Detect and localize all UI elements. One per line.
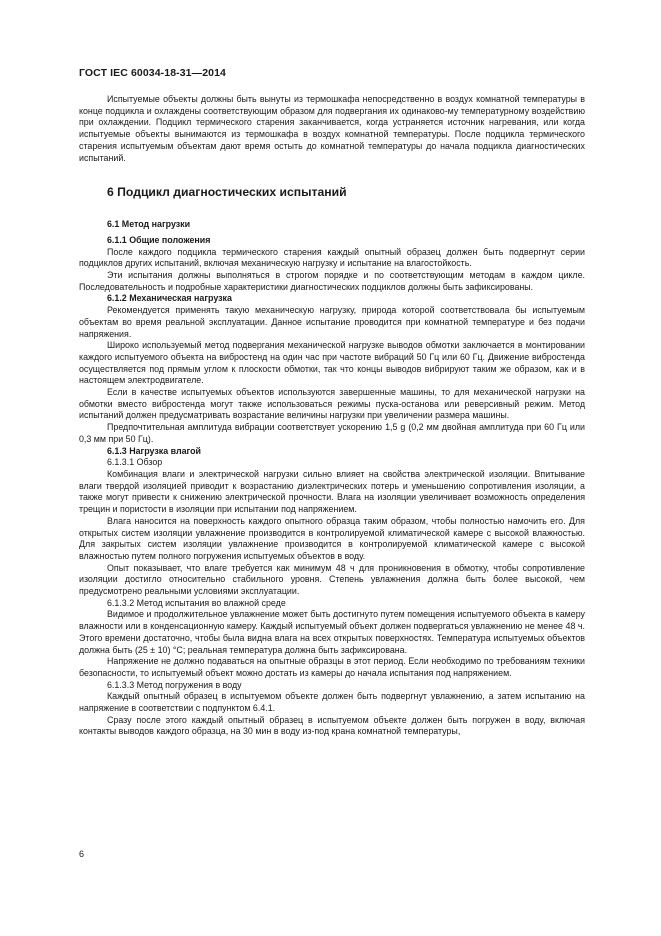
subsection-6-1-1-heading: 6.1.1 Общие положения (107, 234, 211, 245)
subsection-6-1-3-3-heading: 6.1.3.3 Метод погружения в воду (107, 679, 242, 690)
page-number: 6 (79, 849, 85, 859)
paragraph: Видимое и продолжительное увлажнение может быть достигнуто путем помещения испытуемого объекта в камеру влажности или в конденсационную камеру. Каждый испытуемый объект должен подвергаться увлажнению не менее 48 ч. Этого времени достаточно, чтобы была видна влага на всех открытых поверхностях. Температура испытуемых объектов должна быть (25 ± 10) °С; реальная температура должна быть зафиксирована. (79, 609, 585, 655)
paragraph: Опыт показывает, что влаге требуется как минимум 48 ч для проникновения в обмотку, чтобы сопротивление изоляции достигло относительно стабильного уровня. Степень увлажнения должна быть более высокой, чем предусмотрено реальными условиями эксплуатации. (79, 562, 585, 597)
paragraph: Широко используемый метод подвергания механической нагрузке выводов обмотки заключается в монтировании каждого испытуемого объекта на вибростенд на один час при частоте вибраций 50 Гц или 60 Гц. Движение вибростенда осуществляется под прямым углом к плоскости обмотки, так что концы выводов вибрируют таким же образом, как и в настоящем электродвигателе. (79, 340, 585, 386)
subsection-6-1-3-2-heading: 6.1.3.2 Метод испытания во влажной среде (107, 597, 286, 608)
paragraph: Предпочтительная амплитуда вибрации соответствует ускорению 1,5 g (0,2 мм двойная амплитуда при 60 Гц или 0,3 мм при 50 Гц). (79, 422, 585, 444)
page-content (79, 94, 585, 738)
subsection-6-1-3-1-heading: 6.1.3.1 Обзор (107, 457, 163, 468)
section-6-heading: 6 Подцикл диагностических испытаний (107, 185, 347, 200)
intro-paragraph: Испытуемые объекты должны быть вынуты из термошкафа непосредственно в воздух комнатной температуры в конце подцикла и охлаждены соответствующим образом для подвергания их одинаково-му температурному воздействию при охлаждении. Подцикл термического старения заканчивается, когда устраняется источник нагревания, или когда испытуемые объекты вынимаются из термошкафа в воздух комнатной температуры. После подцикла термического старения испытуемым объектам дают время остыть до комнатной температуры до начала подцикла диагностических испытаний. (79, 94, 585, 163)
paragraph: Рекомендуется применять такую механическую нагрузку, природа которой соответствовала бы испытуемым объектам во время реальной эксплуатации. Данное испытание проводится при комнатной температуре и без подачи напряжения. (79, 305, 585, 339)
paragraph: Сразу после этого каждый опытный образец в испытуемом объекте должен быть погружен в воду, включая контакты выводов каждого образца, на 30 мин в воду из-под крана комнатной температуры, (79, 714, 585, 737)
paragraph: Эти испытания должны выполняться в строгом порядке и по соответствующим методам в каждом цикле. Последовательность и подробные характеристики диагностических подциклов должны быть зафиксированы. (79, 270, 585, 292)
subsection-6-1-3-heading: 6.1.3 Нагрузка влагой (107, 445, 201, 456)
paragraph: Комбинация влаги и электрической нагрузки сильно влияет на свойства электрической изоляции. Впитывание влаги твердой изоляцией приводит к возрастанию диэлектрических потерь и уменьшению сопротивления изоляции, а также могут привести к снижению электрической прочности. Влага на изоляции увеличивает возможность определения трещин и пористости в изоляции при испытании под напряжением. (79, 468, 585, 515)
paragraph: Напряжение не должно подаваться на опытные образцы в этот период. Если необходимо по требованиям техники безопасности, то испытуемый объект можно достать из камеры до начала испытания под напряжением. (79, 656, 585, 678)
subsection-6-1-heading: 6.1 Метод нагрузки (107, 219, 191, 230)
paragraph: Влага наносится на поверхность каждого опытного образца таким образом, чтобы полностью намочить его. Для открытых систем изоляции увлажнение производится в контролируемой климатической камере с высокой влажностью. Для закрытых систем изоляции увлажнение производится в контролируемой климатической камере с высокой влажностью путем полного погружения испытуемых объектов в воду. (79, 515, 585, 561)
paragraph: После каждого подцикла термического старения каждый опытный образец должен быть подвергнут серии подциклов других испытаний, включая механическую нагрузку и испытание на влагостойкость. (79, 246, 585, 269)
paragraph: Если в качестве испытуемых объектов используются завершенные машины, то для механической нагрузки на обмотки вместо вибростенда могут также использоваться режимы пуска-останова или реверсивный режим. Метод испытаний должен предусматривать возрастание величины нагрузки при увеличении размера машины. (79, 387, 585, 421)
paragraph: Каждый опытный образец в испытуемом объекте должен быть подвергнут увлажнению, а затем испытанию на напряжение в соответствии с подпунктом 6.4.1. (79, 691, 585, 714)
subsection-6-1-2-heading: 6.1.2 Механическая нагрузка (107, 293, 232, 304)
document-header: ГОСТ IEC 60034-18-31—2014 (79, 67, 226, 79)
